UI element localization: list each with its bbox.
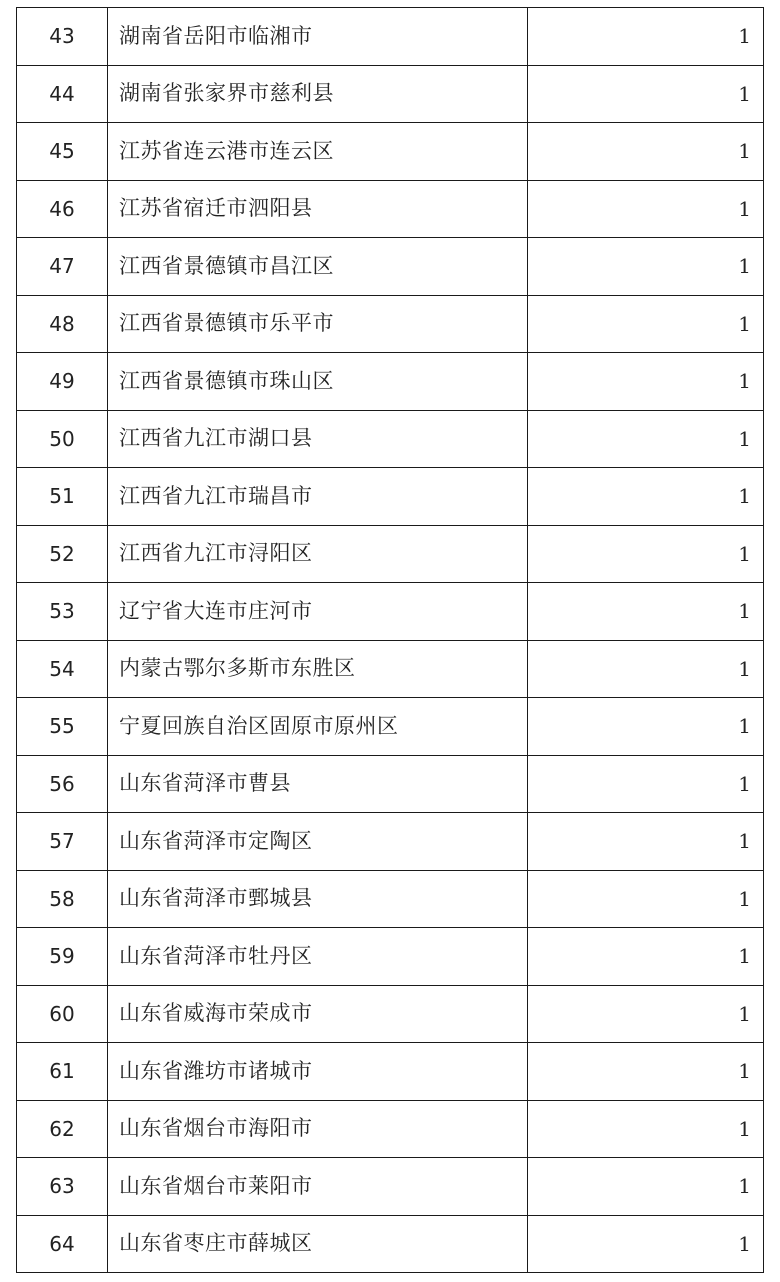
region-name-cell: 山东省烟台市海阳市: [108, 1100, 528, 1158]
table-row: [17, 65, 764, 123]
region-name-cell: 江西省景德镇市昌江区: [108, 238, 528, 296]
row-number-cell: 49: [17, 353, 108, 411]
table-row: [17, 1215, 764, 1273]
row-number-cell: 48: [17, 295, 108, 353]
region-name-cell: 山东省威海市荣成市: [108, 985, 528, 1043]
region-name-cell: 江西省九江市湖口县: [108, 410, 528, 468]
table-row: [17, 8, 764, 66]
count-cell: 1: [528, 985, 764, 1043]
table-row: [17, 353, 764, 411]
region-name-cell: 江西省九江市浔阳区: [108, 525, 528, 583]
count-cell: 1: [528, 1043, 764, 1101]
count-cell: 1: [528, 8, 764, 66]
region-name-cell: 山东省菏泽市曹县: [108, 755, 528, 813]
table-row: [17, 123, 764, 181]
count-cell: 1: [528, 525, 764, 583]
region-name-cell: 湖南省张家界市慈利县: [108, 65, 528, 123]
region-name-cell: 江苏省连云港市连云区: [108, 123, 528, 181]
count-cell: 1: [528, 813, 764, 871]
count-cell: 1: [528, 1158, 764, 1216]
count-cell: 1: [528, 755, 764, 813]
table-row: [17, 583, 764, 641]
region-name-cell: 江西省景德镇市乐平市: [108, 295, 528, 353]
row-number-cell: 47: [17, 238, 108, 296]
region-count-table: [16, 7, 764, 1273]
table-row: [17, 295, 764, 353]
region-name-cell: 内蒙古鄂尔多斯市东胜区: [108, 640, 528, 698]
row-number-cell: 51: [17, 468, 108, 526]
table-row: [17, 525, 764, 583]
region-name-cell: 江西省九江市瑞昌市: [108, 468, 528, 526]
row-number-cell: 63: [17, 1158, 108, 1216]
count-cell: 1: [528, 640, 764, 698]
table-row: [17, 928, 764, 986]
count-cell: 1: [528, 295, 764, 353]
row-number-cell: 50: [17, 410, 108, 468]
region-name-cell: 辽宁省大连市庄河市: [108, 583, 528, 641]
row-number-cell: 60: [17, 985, 108, 1043]
region-name-cell: 宁夏回族自治区固原市原州区: [108, 698, 528, 756]
row-number-cell: 59: [17, 928, 108, 986]
table-body: [17, 8, 764, 1273]
count-cell: 1: [528, 928, 764, 986]
table-row: [17, 238, 764, 296]
count-cell: 1: [528, 123, 764, 181]
region-name-cell: 山东省菏泽市鄄城县: [108, 870, 528, 928]
row-number-cell: 45: [17, 123, 108, 181]
row-number-cell: 57: [17, 813, 108, 871]
region-name-cell: 山东省菏泽市牡丹区: [108, 928, 528, 986]
region-name-cell: 山东省枣庄市薛城区: [108, 1215, 528, 1273]
row-number-cell: 52: [17, 525, 108, 583]
count-cell: 1: [528, 468, 764, 526]
row-number-cell: 55: [17, 698, 108, 756]
row-number-cell: 58: [17, 870, 108, 928]
count-cell: 1: [528, 583, 764, 641]
row-number-cell: 62: [17, 1100, 108, 1158]
table-row: [17, 813, 764, 871]
count-cell: 1: [528, 65, 764, 123]
count-cell: 1: [528, 238, 764, 296]
region-name-cell: 江西省景德镇市珠山区: [108, 353, 528, 411]
table-row: [17, 985, 764, 1043]
count-cell: 1: [528, 353, 764, 411]
row-number-cell: 54: [17, 640, 108, 698]
row-number-cell: 61: [17, 1043, 108, 1101]
table-row: [17, 1158, 764, 1216]
table-row: [17, 1043, 764, 1101]
row-number-cell: 44: [17, 65, 108, 123]
region-count-table-container: [16, 7, 763, 1273]
region-name-cell: 江苏省宿迁市泗阳县: [108, 180, 528, 238]
row-number-cell: 56: [17, 755, 108, 813]
row-number-cell: 46: [17, 180, 108, 238]
count-cell: 1: [528, 410, 764, 468]
count-cell: 1: [528, 698, 764, 756]
region-name-cell: 山东省烟台市莱阳市: [108, 1158, 528, 1216]
region-name-cell: 湖南省岳阳市临湘市: [108, 8, 528, 66]
table-row: [17, 180, 764, 238]
table-row: [17, 870, 764, 928]
table-row: [17, 640, 764, 698]
row-number-cell: 53: [17, 583, 108, 641]
table-row: [17, 1100, 764, 1158]
count-cell: 1: [528, 870, 764, 928]
table-row: [17, 410, 764, 468]
count-cell: 1: [528, 180, 764, 238]
row-number-cell: 64: [17, 1215, 108, 1273]
region-name-cell: 山东省潍坊市诸城市: [108, 1043, 528, 1101]
region-name-cell: 山东省菏泽市定陶区: [108, 813, 528, 871]
row-number-cell: 43: [17, 8, 108, 66]
count-cell: 1: [528, 1100, 764, 1158]
table-row: [17, 755, 764, 813]
table-row: [17, 698, 764, 756]
count-cell: 1: [528, 1215, 764, 1273]
table-row: [17, 468, 764, 526]
